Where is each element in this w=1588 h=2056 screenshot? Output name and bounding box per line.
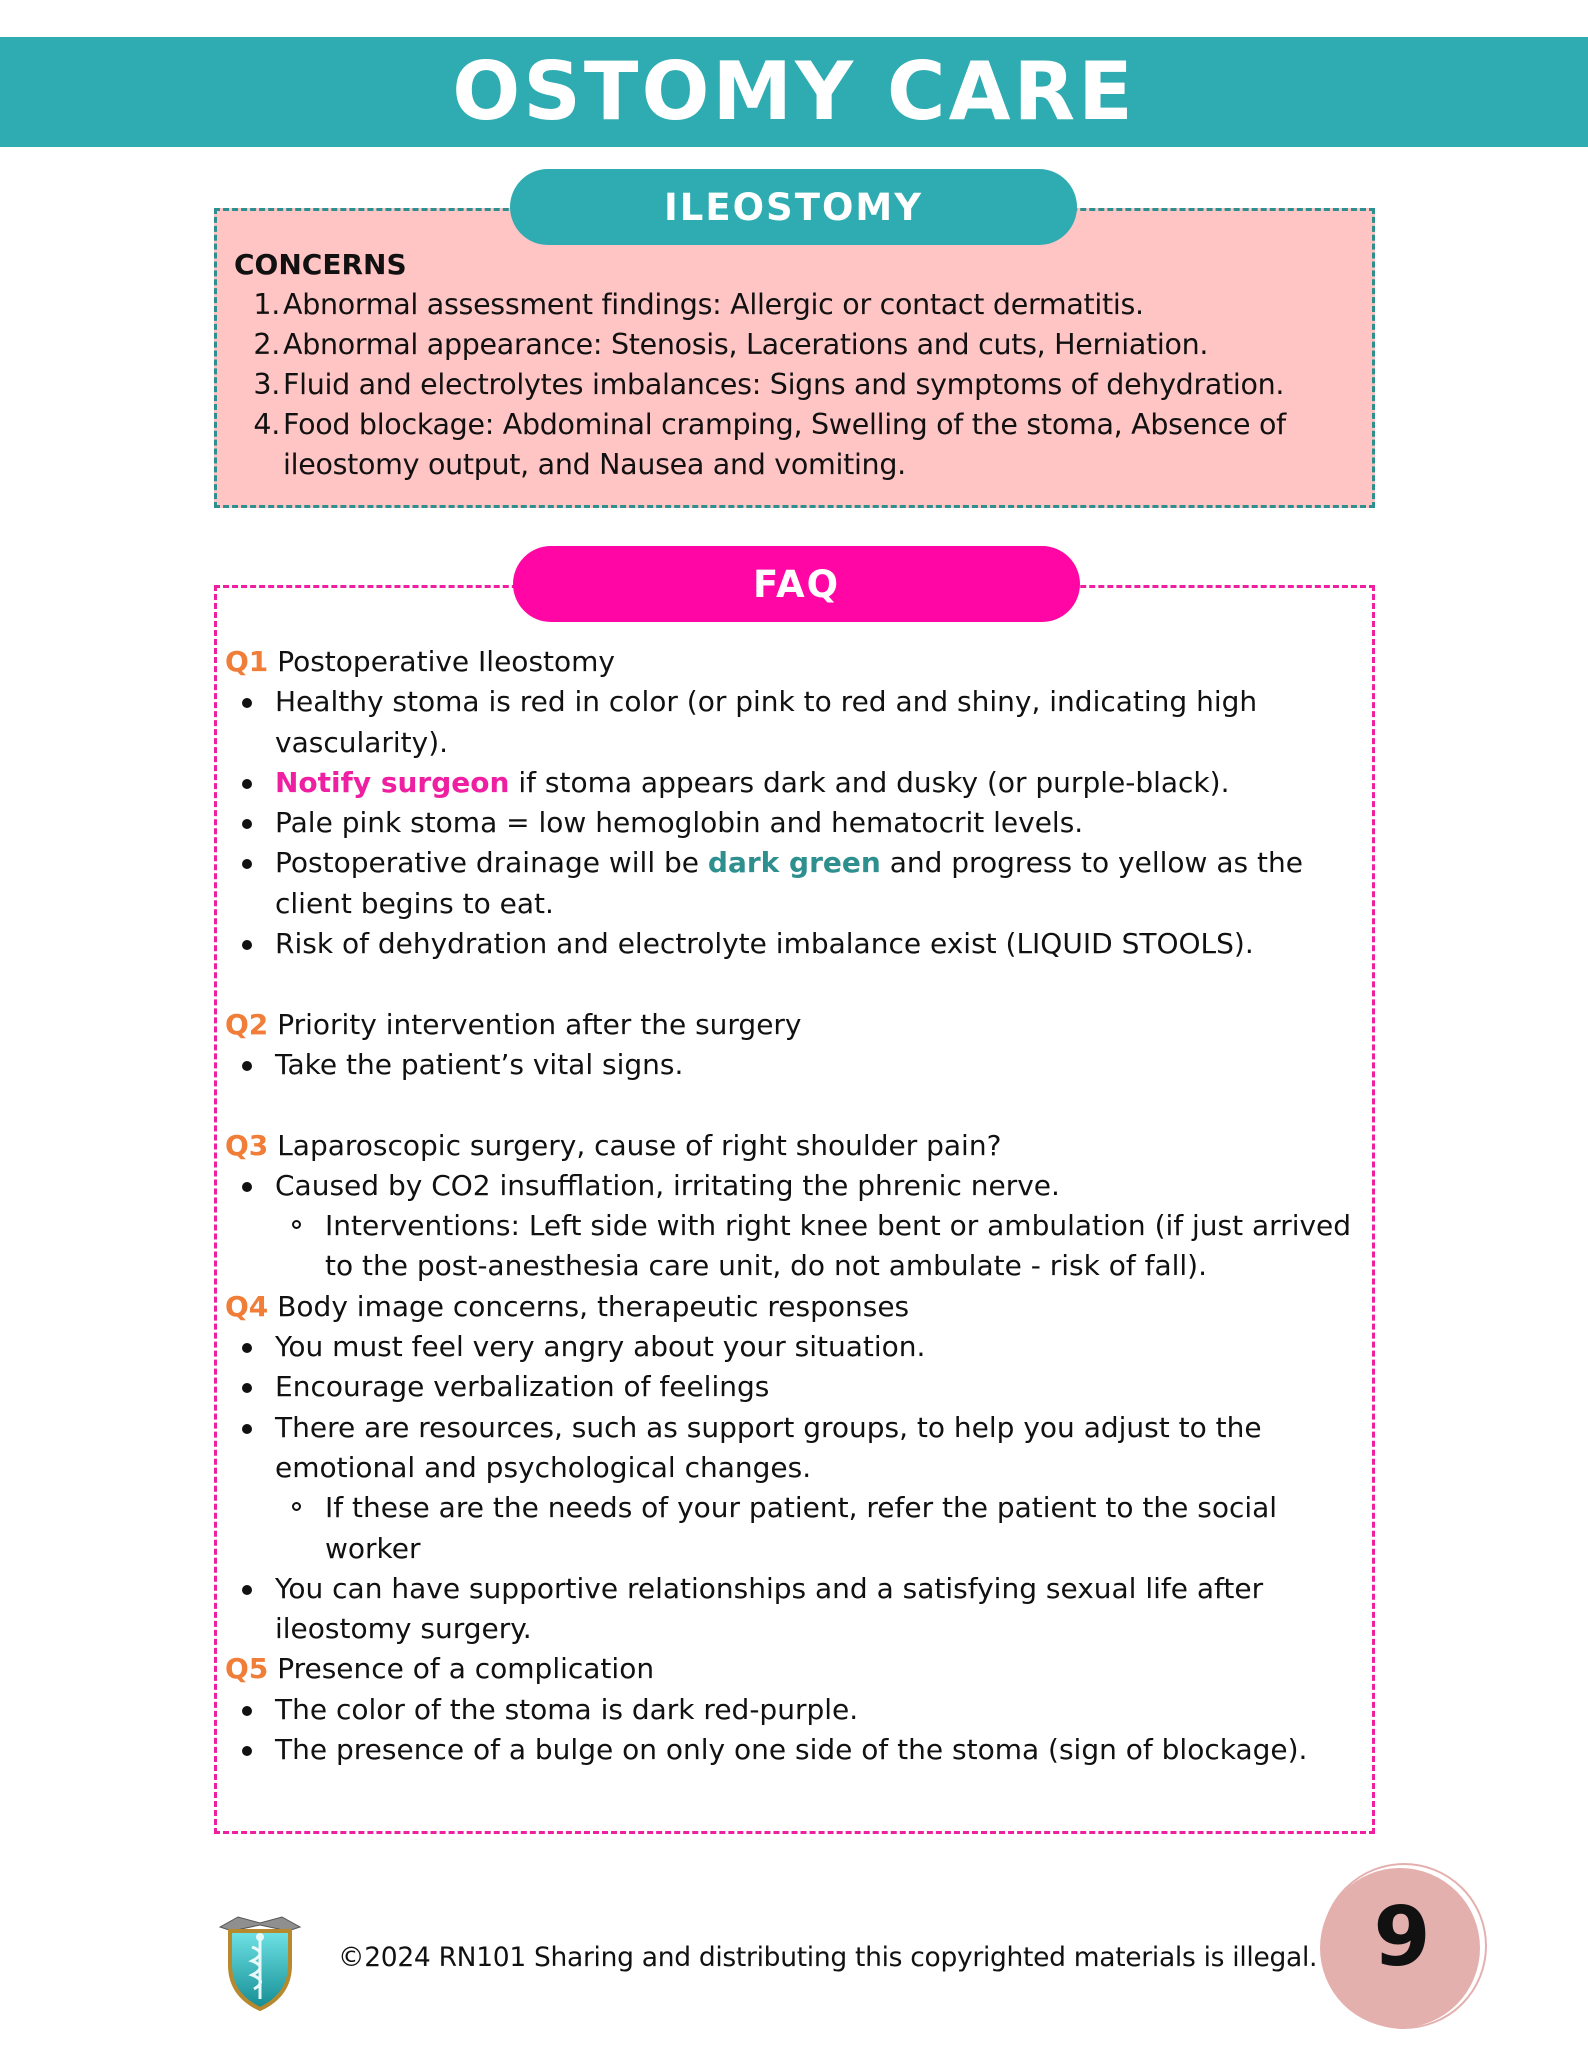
question-label: Q1 xyxy=(225,645,269,678)
list-text: Fluid and electrolytes imbalances: Signs and symptoms of dehydration. xyxy=(283,368,1285,401)
faq-content xyxy=(225,642,1365,1770)
ileostomy-label: ILEOSTOMY xyxy=(510,169,1077,245)
question-title: Postoperative Ileostomy xyxy=(277,645,615,678)
list-item: Encourage verbalization of feelings xyxy=(225,1367,1365,1407)
list-item: You must feel very angry about your situation. xyxy=(225,1327,1365,1367)
answer-list xyxy=(225,682,1365,964)
answer-list xyxy=(225,1690,1365,1771)
list-text: Postoperative drainage will be xyxy=(275,846,708,880)
answer-list xyxy=(225,1166,1365,1287)
sub-list xyxy=(275,1206,1365,1287)
faq-q4 xyxy=(225,1287,1365,1650)
list-item: Healthy stoma is red in color (or pink to red and shiny, indicating high vascularity). xyxy=(225,682,1365,763)
list-number: 3. xyxy=(253,368,280,401)
list-number: 2. xyxy=(253,328,280,361)
list-number: 4. xyxy=(253,408,280,441)
question-line xyxy=(225,1126,1365,1166)
question-line xyxy=(225,1005,1365,1045)
list-item xyxy=(225,1408,1365,1569)
faq-q1 xyxy=(225,642,1365,964)
question-label: Q3 xyxy=(225,1128,269,1162)
list-item xyxy=(225,843,1365,924)
list-text: Food blockage: Abdominal cramping, Swelling of the stoma, Absence of ileostomy output, and Nausea and vomiting. xyxy=(283,408,1286,481)
list-item xyxy=(225,1166,1365,1287)
concerns-list xyxy=(234,285,1364,485)
question-title: Body image concerns, therapeutic responses xyxy=(277,1289,910,1323)
sub-list-item: If these are the needs of your patient, refer the patient to the social worker xyxy=(275,1488,1365,1569)
list-item: Pale pink stoma = low hemoglobin and hematocrit levels. xyxy=(225,803,1365,843)
answer-list xyxy=(225,1045,1365,1085)
question-title: Presence of a complication xyxy=(277,1652,655,1686)
sub-list-item: Interventions: Left side with right knee bent or ambulation (if just arrived to the post-anesthesia care unit, do not ambulate - risk of fall). xyxy=(275,1206,1365,1287)
list-item xyxy=(234,325,1364,365)
list-item: You can have supportive relationships and a satisfying sexual life after ileostomy surgery. xyxy=(225,1569,1365,1650)
list-item: Take the patient’s vital signs. xyxy=(225,1045,1365,1085)
faq-label: FAQ xyxy=(513,546,1080,622)
list-number: 1. xyxy=(253,288,280,321)
header-banner xyxy=(0,37,1588,147)
list-item xyxy=(234,365,1364,405)
question-label: Q5 xyxy=(225,1652,269,1686)
question-title: Priority intervention after the surgery xyxy=(277,1007,802,1041)
list-item xyxy=(234,285,1364,325)
highlight-text: dark green xyxy=(707,846,881,880)
question-label: Q2 xyxy=(225,1007,269,1041)
faq-q5 xyxy=(225,1649,1365,1770)
concerns-heading: CONCERNS xyxy=(234,248,407,281)
list-item: The presence of a bulge on only one side of the stoma (sign of blockage). xyxy=(225,1730,1365,1770)
list-item: Risk of dehydration and electrolyte imbalance exist (LIQUID STOOLS). xyxy=(225,924,1365,964)
rn101-shield-logo-icon xyxy=(218,1903,302,2013)
copyright-notice: ©2024 RN101 Sharing and distributing this copyrighted materials is illegal. xyxy=(338,1942,1318,1973)
list-item: The color of the stoma is dark red-purple. xyxy=(225,1690,1365,1730)
list-text: Abnormal appearance: Stenosis, Lacerations and cuts, Herniation. xyxy=(283,328,1209,361)
faq-q2 xyxy=(225,1005,1365,1086)
list-text: if stoma appears dark and dusky (or purple-black). xyxy=(509,765,1230,799)
question-label: Q4 xyxy=(225,1289,269,1323)
question-line xyxy=(225,1287,1365,1327)
question-line xyxy=(225,1649,1365,1689)
answer-list xyxy=(225,1327,1365,1649)
list-text: There are resources, such as support groups, to help you adjust to the emotional and psychological changes. xyxy=(275,1410,1262,1484)
question-line xyxy=(225,642,1365,682)
concerns-section xyxy=(234,245,1364,485)
list-text: Caused by CO2 insufflation, irritating the phrenic nerve. xyxy=(275,1168,1060,1202)
sub-list xyxy=(275,1488,1365,1569)
question-title: Laparoscopic surgery, cause of right shoulder pain? xyxy=(277,1128,1002,1162)
page-title: OSTOMY CARE xyxy=(452,45,1136,138)
list-text: Abnormal assessment findings: Allergic or contact dermatitis. xyxy=(283,288,1144,321)
list-item xyxy=(225,763,1365,803)
page-number: 9 xyxy=(1373,1889,1431,1985)
highlight-text: Notify surgeon xyxy=(275,765,510,799)
list-item xyxy=(234,405,1364,485)
faq-q3 xyxy=(225,1126,1365,1287)
list-text: and progress to yellow as the client begins to eat. xyxy=(275,846,1303,920)
